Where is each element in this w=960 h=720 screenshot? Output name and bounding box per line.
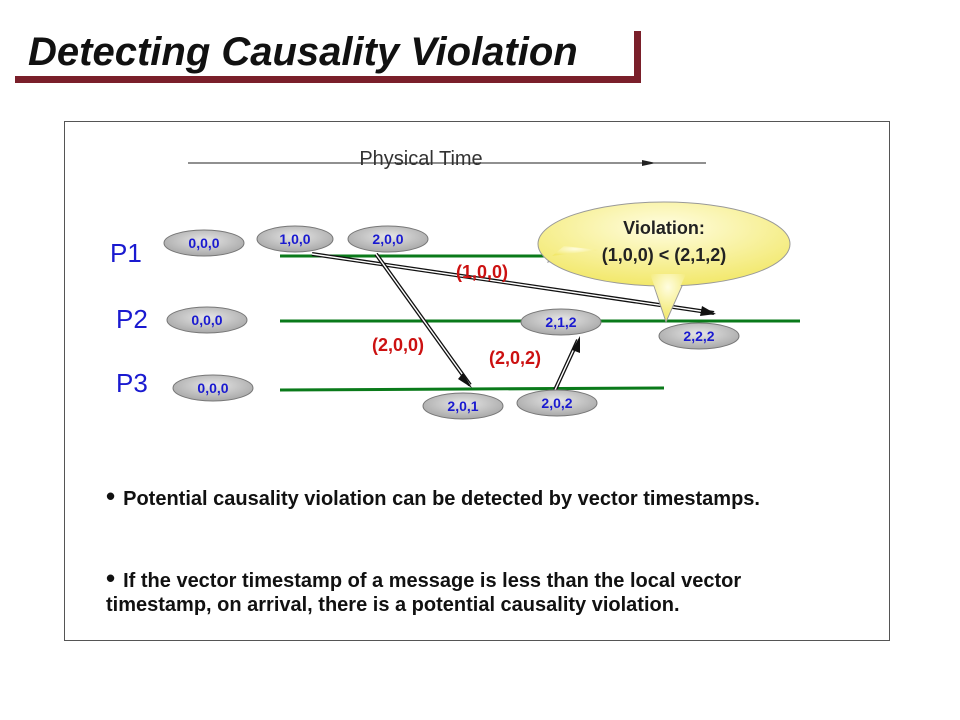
slide-title: Detecting Causality Violation <box>28 30 578 74</box>
timestamp-oval-p3-initial <box>173 375 253 401</box>
timestamp-oval-p2-event2 <box>659 323 739 349</box>
timestamp-label: 2,0,1 <box>447 398 479 414</box>
violation-callout <box>538 202 790 322</box>
process-label-p1: P1 <box>110 238 142 268</box>
bullet-item-1 <box>106 481 796 511</box>
violation-callout-title: Violation: <box>623 218 705 238</box>
message-label-1-0-0: (1,0,0) <box>456 262 509 282</box>
bullet-dot-icon: • <box>106 481 116 511</box>
message-label-2-0-0: (2,0,0) <box>372 335 425 355</box>
process-label-p3: P3 <box>116 368 148 398</box>
timestamp-oval-p3-event1 <box>423 393 503 419</box>
physical-time-label: Physical Time <box>359 148 483 170</box>
timestamp-label: 2,1,2 <box>545 314 577 330</box>
timestamp-oval-p2-initial <box>167 307 247 333</box>
timestamp-label: 1,0,0 <box>279 231 311 247</box>
timestamp-label: 0,0,0 <box>191 312 223 328</box>
violation-callout-detail: (1,0,0) < (2,1,2) <box>601 245 727 265</box>
timestamp-label: 2,2,2 <box>683 328 715 344</box>
message-label-2-0-2: (2,0,2) <box>489 348 542 368</box>
timestamp-label: 2,0,0 <box>372 231 404 247</box>
timestamp-label: 0,0,0 <box>197 380 229 396</box>
timestamp-oval-p1-event2 <box>348 226 428 252</box>
timestamp-oval-p3-event2 <box>517 390 597 416</box>
bullet-text: Potential causality violation can be detected by vector timestamps. <box>123 488 760 510</box>
bullet-item-2 <box>106 563 796 617</box>
bullet-dot-icon: • <box>106 563 116 593</box>
message-arrow-2-0-2 <box>555 336 580 390</box>
process-label-p2: P2 <box>116 304 148 334</box>
physical-time-arrowhead <box>642 160 656 166</box>
timestamp-oval-p1-event1 <box>257 226 333 252</box>
timestamp-label: 0,0,0 <box>188 235 220 251</box>
timestamp-oval-p1-initial <box>164 230 244 256</box>
timestamp-oval-p2-event1 <box>521 309 601 335</box>
timestamp-label: 2,0,2 <box>541 395 573 411</box>
p3-timeline <box>280 388 664 390</box>
bullet-text: If the vector timestamp of a message is less than the local vector timestamp, on arrival, there is a potential causality violation. <box>106 570 742 616</box>
